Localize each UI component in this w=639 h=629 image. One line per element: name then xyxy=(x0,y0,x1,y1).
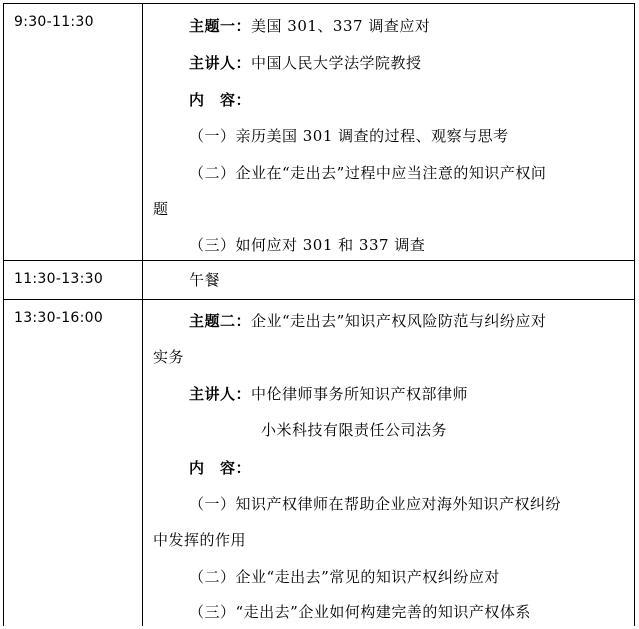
content-cell xyxy=(143,4,634,260)
speaker-text: 中伦律师事务所知识产权部律师 xyxy=(251,385,469,403)
time-cell xyxy=(4,4,143,260)
session-time: 13:30-16:00 xyxy=(14,310,104,326)
table-row xyxy=(4,300,634,626)
topic-text: 美国 301、337 调查应对 xyxy=(251,17,431,35)
time-cell xyxy=(4,300,143,626)
list-item: （三）如何应对 301 和 337 调查 xyxy=(189,236,426,254)
list-item-continuation: 中发挥的作用 xyxy=(153,531,247,549)
list-item-continuation: 题 xyxy=(153,200,169,218)
content-cell xyxy=(143,261,634,299)
list-item: （二）企业在“走出去”过程中应当注意的知识产权问 xyxy=(189,164,547,182)
list-item: （二）企业“走出去”常见的知识产权纠纷应对 xyxy=(189,568,500,586)
topic-continuation: 实务 xyxy=(153,348,185,366)
speaker-line xyxy=(189,54,422,72)
content-label: 内 容： xyxy=(189,459,252,477)
topic-line xyxy=(189,17,430,35)
list-item: （三）“走出去”企业如何构建完善的知识产权体系 xyxy=(189,603,531,621)
speaker-label: 主讲人： xyxy=(189,54,252,72)
topic-text: 企业“走出去”知识产权风险防范与纠纷应对 xyxy=(251,312,547,330)
table-row xyxy=(4,4,634,261)
content-label: 内 容： xyxy=(189,91,252,109)
session-time: 9:30-11:30 xyxy=(14,14,94,30)
content-cell xyxy=(143,300,634,626)
list-item: （一）知识产权律师在帮助企业应对海外知识产权纠纷 xyxy=(189,495,562,513)
topic-label: 主题一： xyxy=(189,17,252,35)
speaker-line xyxy=(189,385,468,403)
speaker-label: 主讲人： xyxy=(189,385,252,403)
topic-line xyxy=(189,312,546,330)
schedule-table xyxy=(3,3,635,626)
session-time: 11:30-13:30 xyxy=(14,271,104,287)
speaker-text: 中国人民大学法学院教授 xyxy=(251,54,422,72)
list-item: （一）亲历美国 301 调查的过程、观察与思考 xyxy=(189,127,509,145)
lunch-label: 午餐 xyxy=(189,271,221,289)
time-cell xyxy=(4,261,143,299)
table-row xyxy=(4,261,634,300)
speaker-text: 小米科技有限责任公司法务 xyxy=(261,421,448,439)
topic-label: 主题二： xyxy=(189,312,252,330)
